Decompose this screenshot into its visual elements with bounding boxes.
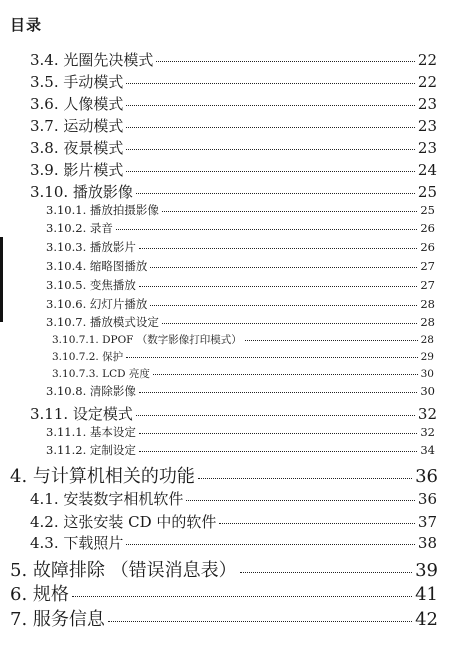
toc-entry[interactable]: [30, 403, 437, 424]
toc-entry-label: 6. 规格: [10, 584, 69, 605]
toc-entry[interactable]: [30, 159, 437, 180]
toc-entry-page-number: 27: [420, 259, 435, 273]
toc-entry-label: 3.5. 手动模式: [30, 73, 124, 91]
toc-entry[interactable]: [46, 314, 435, 330]
toc-entry[interactable]: [10, 462, 438, 488]
toc-entry-page-number: 22: [417, 51, 437, 69]
toc-entry[interactable]: [30, 181, 437, 202]
toc-entry[interactable]: [46, 383, 435, 399]
toc-entry-page-number: 26: [420, 221, 435, 235]
toc-entry-page-number: 27: [420, 278, 435, 292]
toc-entry[interactable]: [30, 49, 437, 70]
toc-entry-page-number: 30: [420, 368, 434, 380]
toc-entry-label: 3.10.7.1. DPOF （数字影像打印模式）: [52, 334, 242, 346]
dot-leader: [126, 544, 415, 545]
toc-entry-page-number: 28: [420, 315, 435, 329]
toc-entry[interactable]: [30, 93, 437, 114]
toc-entry[interactable]: [10, 556, 438, 582]
toc-entry[interactable]: [30, 71, 437, 92]
toc-entry-label: 3.4. 光圈先决模式: [30, 51, 154, 69]
dot-leader: [153, 374, 418, 375]
dot-leader: [72, 596, 412, 597]
toc-entry-label: 3.11.2. 定制设定: [46, 443, 136, 457]
toc-entry-label: 3.10. 播放影像: [30, 183, 133, 201]
dot-leader: [240, 572, 412, 573]
dot-leader: [139, 392, 417, 393]
toc-entry-label: 3.10.8. 清除影像: [46, 384, 136, 398]
dot-leader: [108, 621, 412, 622]
toc-entry-page-number: 34: [420, 443, 435, 457]
toc-entry[interactable]: [10, 580, 438, 606]
toc-entry[interactable]: [30, 511, 437, 532]
dot-leader: [126, 357, 418, 358]
dot-leader: [162, 211, 417, 212]
toc-entry[interactable]: [46, 277, 435, 293]
toc-entry[interactable]: [46, 296, 435, 312]
toc-entry-label: 3.10.7. 播放模式设定: [46, 315, 159, 329]
toc-entry-label: 3.7. 运动模式: [30, 117, 124, 135]
toc-entry-label: 3.11.1. 基本设定: [46, 425, 136, 439]
dot-leader: [139, 451, 417, 452]
toc-entry-page-number: 22: [417, 73, 437, 91]
toc-entry-page-number: 39: [415, 560, 438, 581]
toc-entry[interactable]: [46, 220, 435, 236]
dot-leader: [219, 523, 414, 524]
dot-leader: [198, 478, 412, 479]
toc-entry-label: 3.11. 设定模式: [30, 405, 133, 423]
toc-entry-page-number: 25: [417, 183, 437, 201]
toc-entry-page-number: 29: [420, 351, 434, 363]
toc-entry-page-number: 37: [417, 513, 437, 531]
dot-leader: [136, 193, 415, 194]
toc-entry-label: 3.10.5. 变焦播放: [46, 278, 136, 292]
dot-leader: [139, 248, 417, 249]
toc-entry[interactable]: [10, 605, 438, 631]
dot-leader: [150, 305, 417, 306]
toc-entry-page-number: 32: [420, 425, 435, 439]
toc-entry-label: 3.8. 夜景模式: [30, 139, 124, 157]
dot-leader: [162, 323, 417, 324]
toc-entry-page-number: 28: [420, 297, 435, 311]
toc-entry[interactable]: [46, 424, 435, 440]
toc-entry-label: 5. 故障排除 （错误消息表）: [10, 560, 237, 581]
toc-entry-label: 3.9. 影片模式: [30, 161, 124, 179]
toc-entry[interactable]: [52, 332, 434, 347]
dot-leader: [245, 340, 418, 341]
toc-entry-page-number: 42: [415, 609, 438, 630]
toc-entry-label: 4.1. 安装数字相机软件: [30, 490, 184, 508]
dot-leader: [156, 61, 415, 62]
dot-leader: [116, 229, 417, 230]
toc-entry-page-number: 41: [415, 584, 438, 605]
toc-entry-label: 3.10.1. 播放拍摄影像: [46, 203, 159, 217]
toc-entry-page-number: 36: [417, 490, 437, 508]
toc-entry-label: 7. 服务信息: [10, 609, 105, 630]
dot-leader: [126, 127, 415, 128]
toc-entry-label: 3.10.3. 播放影片: [46, 240, 136, 254]
toc-entry[interactable]: [30, 115, 437, 136]
toc-entry-label: 4. 与计算机相关的功能: [10, 466, 195, 487]
dot-leader: [126, 105, 415, 106]
dot-leader: [126, 83, 415, 84]
toc-entry-label: 3.6. 人像模式: [30, 95, 124, 113]
toc-entry-page-number: 25: [420, 203, 435, 217]
toc-entry[interactable]: [52, 366, 434, 381]
toc-entry[interactable]: [30, 488, 437, 509]
toc-entry-label: 4.2. 这张安装 CD 中的软件: [30, 513, 217, 531]
toc-entry-label: 3.10.7.2. 保护: [52, 351, 124, 363]
toc-entry-page-number: 28: [420, 334, 434, 346]
toc-entry[interactable]: [46, 202, 435, 218]
toc-entry-page-number: 24: [417, 161, 437, 179]
toc-entry-label: 4.3. 下载照片: [30, 534, 124, 552]
dot-leader: [126, 171, 415, 172]
toc-entry-page-number: 23: [417, 139, 437, 157]
dot-leader: [186, 500, 415, 501]
toc-entry-label: 3.10.2. 录音: [46, 221, 113, 235]
toc-entry-label: 3.10.4. 缩略图播放: [46, 259, 148, 273]
dot-leader: [139, 286, 417, 287]
toc-entry-page-number: 32: [417, 405, 437, 423]
toc-entry[interactable]: [46, 258, 435, 274]
dot-leader: [126, 149, 415, 150]
toc-entry[interactable]: [30, 532, 437, 553]
dot-leader: [136, 415, 415, 416]
toc-entry-page-number: 36: [415, 466, 438, 487]
toc-entry-label: 3.10.6. 幻灯片播放: [46, 297, 148, 311]
dot-leader: [150, 267, 417, 268]
page-title: 目录: [10, 16, 43, 34]
toc-entry-page-number: 30: [420, 384, 435, 398]
toc-entry-page-number: 26: [420, 240, 435, 254]
toc-entry[interactable]: [52, 349, 434, 364]
toc-entry-page-number: 23: [417, 117, 437, 135]
toc-entry[interactable]: [30, 137, 437, 158]
dot-leader: [139, 433, 417, 434]
toc-entry-page-number: 23: [417, 95, 437, 113]
toc-entry-page-number: 38: [417, 534, 437, 552]
page-edge-marker: [0, 237, 3, 322]
toc-entry-label: 3.10.7.3. LCD 亮度: [52, 368, 150, 380]
toc-entry[interactable]: [46, 442, 435, 458]
toc-entry[interactable]: [46, 239, 435, 255]
